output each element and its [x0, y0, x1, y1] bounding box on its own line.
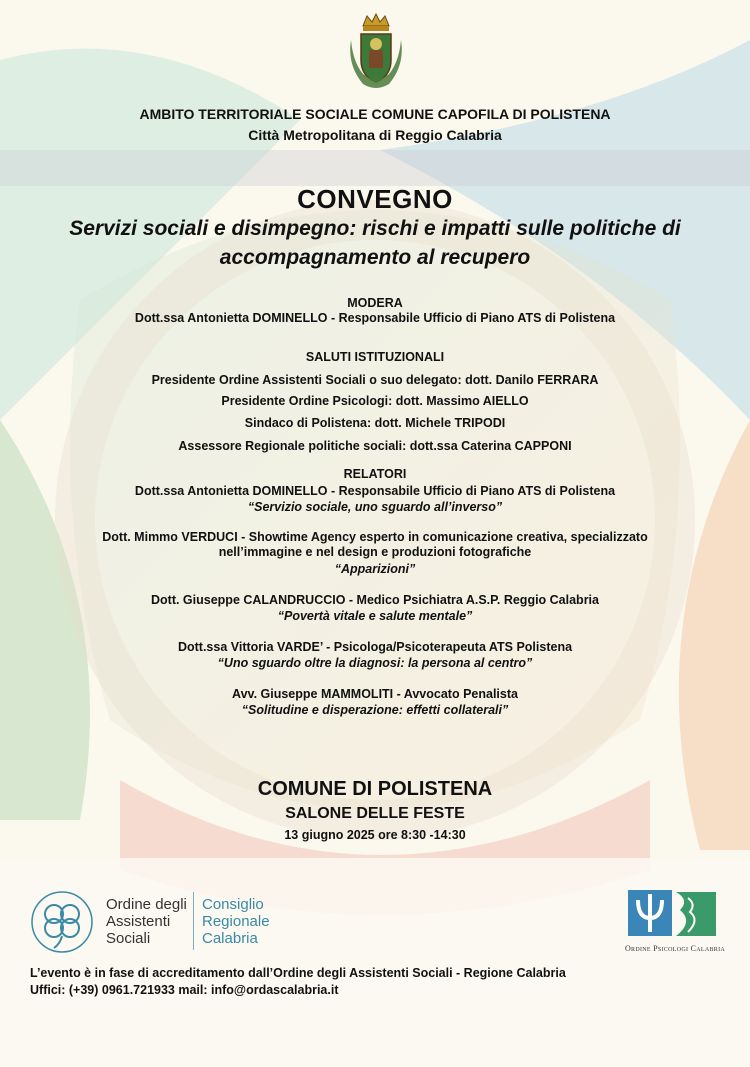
relatore-talk: “Povertà vitale e salute mentale”	[277, 609, 473, 623]
footer-contacts: Uffici: (+39) 0961.721933 mail: info@ordascalabria.it	[30, 983, 339, 997]
relatore-talk: “Servizio sociale, uno sguardo all’inverso”	[247, 500, 503, 514]
relatore-name: Dott. Giuseppe CALANDRUCCIO - Medico Psichiatra A.S.P. Reggio Calabria	[151, 593, 599, 607]
venue-hall: SALONE DELLE FESTE	[285, 805, 465, 822]
oas-line-1: Ordine degli	[106, 896, 187, 913]
title-band	[0, 150, 750, 186]
header-line-2: Città Metropolitana di Reggio Calabria	[248, 127, 502, 143]
page-subtitle: Servizi sociali e disimpegno: rischi e impatti sulle politiche di accompagnamento al recupero	[69, 217, 681, 269]
modera-text: Dott.ssa Antonietta DOMINELLO - Responsabile Ufficio di Piano ATS di Polistena	[134, 311, 616, 325]
relatore-talk: “Apparizioni”	[334, 562, 416, 576]
opc-caption: Ordine Psicologi Calabria	[624, 944, 726, 953]
relatori-label: RELATORI	[343, 467, 407, 481]
logo-divider	[193, 892, 194, 950]
relatore-name: Dott.ssa Antonietta DOMINELLO - Responsabile Ufficio di Piano ATS di Polistena	[134, 484, 616, 498]
relatore-name: Dott.ssa Vittoria VARDE’ - Psicologa/Psicoterapeuta ATS Polistena	[177, 640, 573, 654]
saluti-label: SALUTI ISTITUZIONALI	[305, 350, 445, 364]
footer-accreditation: L’evento è in fase di accreditamento dall’Ordine degli Assistenti Sociali - Regione Calabria	[30, 966, 566, 980]
venue-name: COMUNE DI POLISTENA	[257, 778, 493, 800]
page-title: CONVEGNO	[297, 184, 453, 214]
saluti-item: Assessore Regionale politiche sociali: dott.ssa Caterina CAPPONI	[178, 439, 572, 453]
opc-logo	[620, 888, 730, 958]
modera-label: MODERA	[347, 296, 403, 310]
crc-line-2: Regionale	[202, 913, 270, 930]
header-line-1: AMBITO TERRITORIALE SOCIALE COMUNE CAPOFILA DI POLISTENA	[139, 106, 611, 122]
oas-line-2: Assistenti	[106, 913, 171, 930]
saluti-item: Sindaco di Polistena: dott. Michele TRIPODI	[244, 416, 506, 430]
psi-icon	[620, 888, 730, 940]
relatore-talk: “Uno sguardo oltre la diagnosi: la persona al centro”	[217, 656, 533, 670]
relatore-name: Avv. Giuseppe MAMMOLITI - Avvocato Penalista	[232, 687, 518, 701]
oas-knot-icon	[30, 890, 94, 954]
oas-line-3: Sociali	[106, 930, 151, 947]
venue-datetime: 13 giugno 2025 ore 8:30 -14:30	[284, 828, 466, 842]
relatore-talk: “Solitudine e disperazione: effetti collaterali”	[241, 703, 509, 717]
crc-line-1: Consiglio	[202, 896, 264, 913]
saluti-item: Presidente Ordine Assistenti Sociali o suo delegato: dott. Danilo FERRARA	[151, 373, 599, 387]
relatore-name: Dott. Mimmo VERDUCI - Showtime Agency esperto in comunicazione creativa, specializzato nell’immagine e nel design e produzioni fotografiche	[102, 530, 648, 559]
crc-line-3: Calabria	[202, 930, 258, 947]
oas-logo	[30, 890, 300, 954]
saluti-item: Presidente Ordine Psicologi: dott. Massimo AIELLO	[221, 394, 529, 408]
municipal-crest-icon	[345, 10, 407, 96]
